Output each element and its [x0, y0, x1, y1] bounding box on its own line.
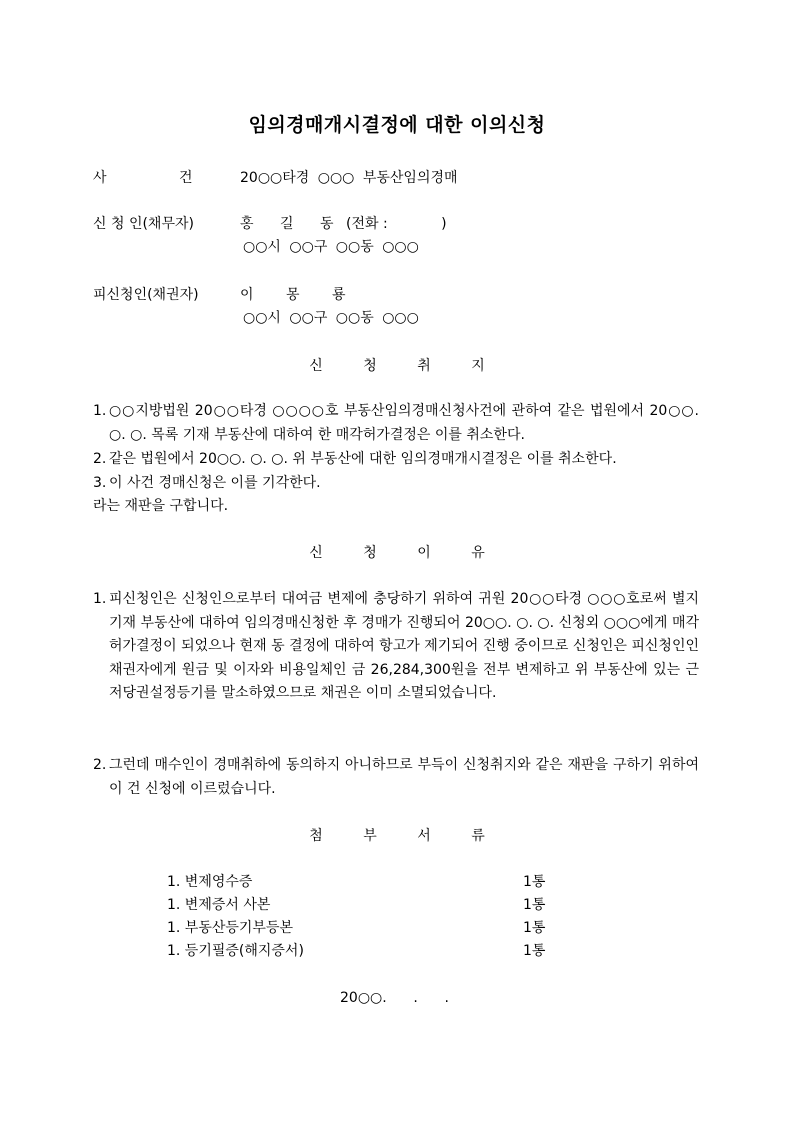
purpose-heading: 신 청 취 지	[309, 358, 503, 374]
applicant-phone: (전화 : )	[346, 216, 447, 232]
purpose-item	[93, 472, 699, 496]
reason-item-number: 2.	[93, 757, 107, 773]
applicant-name: 홍 길 동	[240, 216, 334, 232]
reason-item-number: 1.	[93, 591, 107, 607]
attachments-heading: 첨 부 서 류	[309, 828, 503, 844]
purpose-item-text: 이 사건 경매신청은 이를 기각한다.	[109, 475, 321, 491]
purpose-closing: 라는 재판을 구합니다.	[93, 498, 229, 514]
attachment-name: 1. 변제증서 사본	[167, 897, 271, 913]
attachment-count: 1통	[523, 897, 546, 913]
attachment-name: 1. 부동산등기부등본	[167, 920, 293, 936]
case-label: 사 건	[93, 170, 227, 186]
purpose-item-text: ○○지방법원 20○○타경 ○○○○호 부동산임의경매신청사건에 관하여 같은 법원에서 20○○. ○. ○. 목록 기재 부동산에 대하여 한 매각허가결정은 이를 취소한다.	[109, 403, 699, 443]
reason-item	[93, 754, 699, 801]
purpose-item-number: 1.	[93, 403, 107, 419]
purpose-item	[93, 400, 699, 447]
respondent-address: ○○시 ○○구 ○○동 ○○○	[243, 310, 419, 326]
purpose-item	[93, 448, 699, 472]
applicant-label: 신 청 인(채무자)	[93, 216, 194, 232]
document-title: 임의경매개시결정에 대한 이의신청	[248, 114, 546, 136]
attachment-count: 1통	[523, 943, 546, 959]
applicant-address: ○○시 ○○구 ○○동 ○○○	[243, 239, 419, 255]
attachment-name: 1. 변제영수증	[167, 874, 253, 890]
reasons-heading: 신 청 이 유	[309, 545, 503, 561]
attachment-name: 1. 등기필증(해지증서)	[167, 943, 304, 959]
purpose-item-number: 3.	[93, 475, 107, 491]
purpose-item-text: 같은 법원에서 20○○. ○. ○. 위 부동산에 대한 임의경매개시결정은 이를 취소한다.	[109, 451, 617, 467]
attachment-count: 1통	[523, 920, 546, 936]
purpose-item-number: 2.	[93, 451, 107, 467]
respondent-name: 이 몽 룡	[240, 287, 346, 303]
reason-item	[93, 588, 699, 706]
document-date: 20○○. . .	[340, 990, 449, 1006]
respondent-label: 피신청인(채권자)	[93, 287, 199, 303]
reason-item-text: 그런데 매수인이 경매취하에 동의하지 아니하므로 부득이 신청취지와 같은 재판을 구하기 위하여 이 건 신청에 이르렀습니다.	[109, 757, 699, 797]
attachment-count: 1통	[523, 874, 546, 890]
case-number: 20○○타경 ○○○ 부동산임의경매	[240, 170, 458, 186]
reason-item-text: 피신청인은 신청인으로부터 대여금 변제에 충당하기 위하여 귀원 20○○타경 ○○○호로써 별지 기재 부동산에 대하여 임의경매신청한 후 경매가 진행되어 20○○. ○. ○. 신청외 ○○○에게 매각허가결정이 되었으나 현재 동 결정에 대하여 항고가 제기되어 진행 중이므로 신청인은 피신청인인 채권자에게 원금 및 이자와 비용일체인 금 26,284,300원을 전부 변제하고 위 부동산에 있는 근저당권설정등기를 말소하였으므로 채권은 이미 소멸되었습니다.	[109, 591, 699, 701]
